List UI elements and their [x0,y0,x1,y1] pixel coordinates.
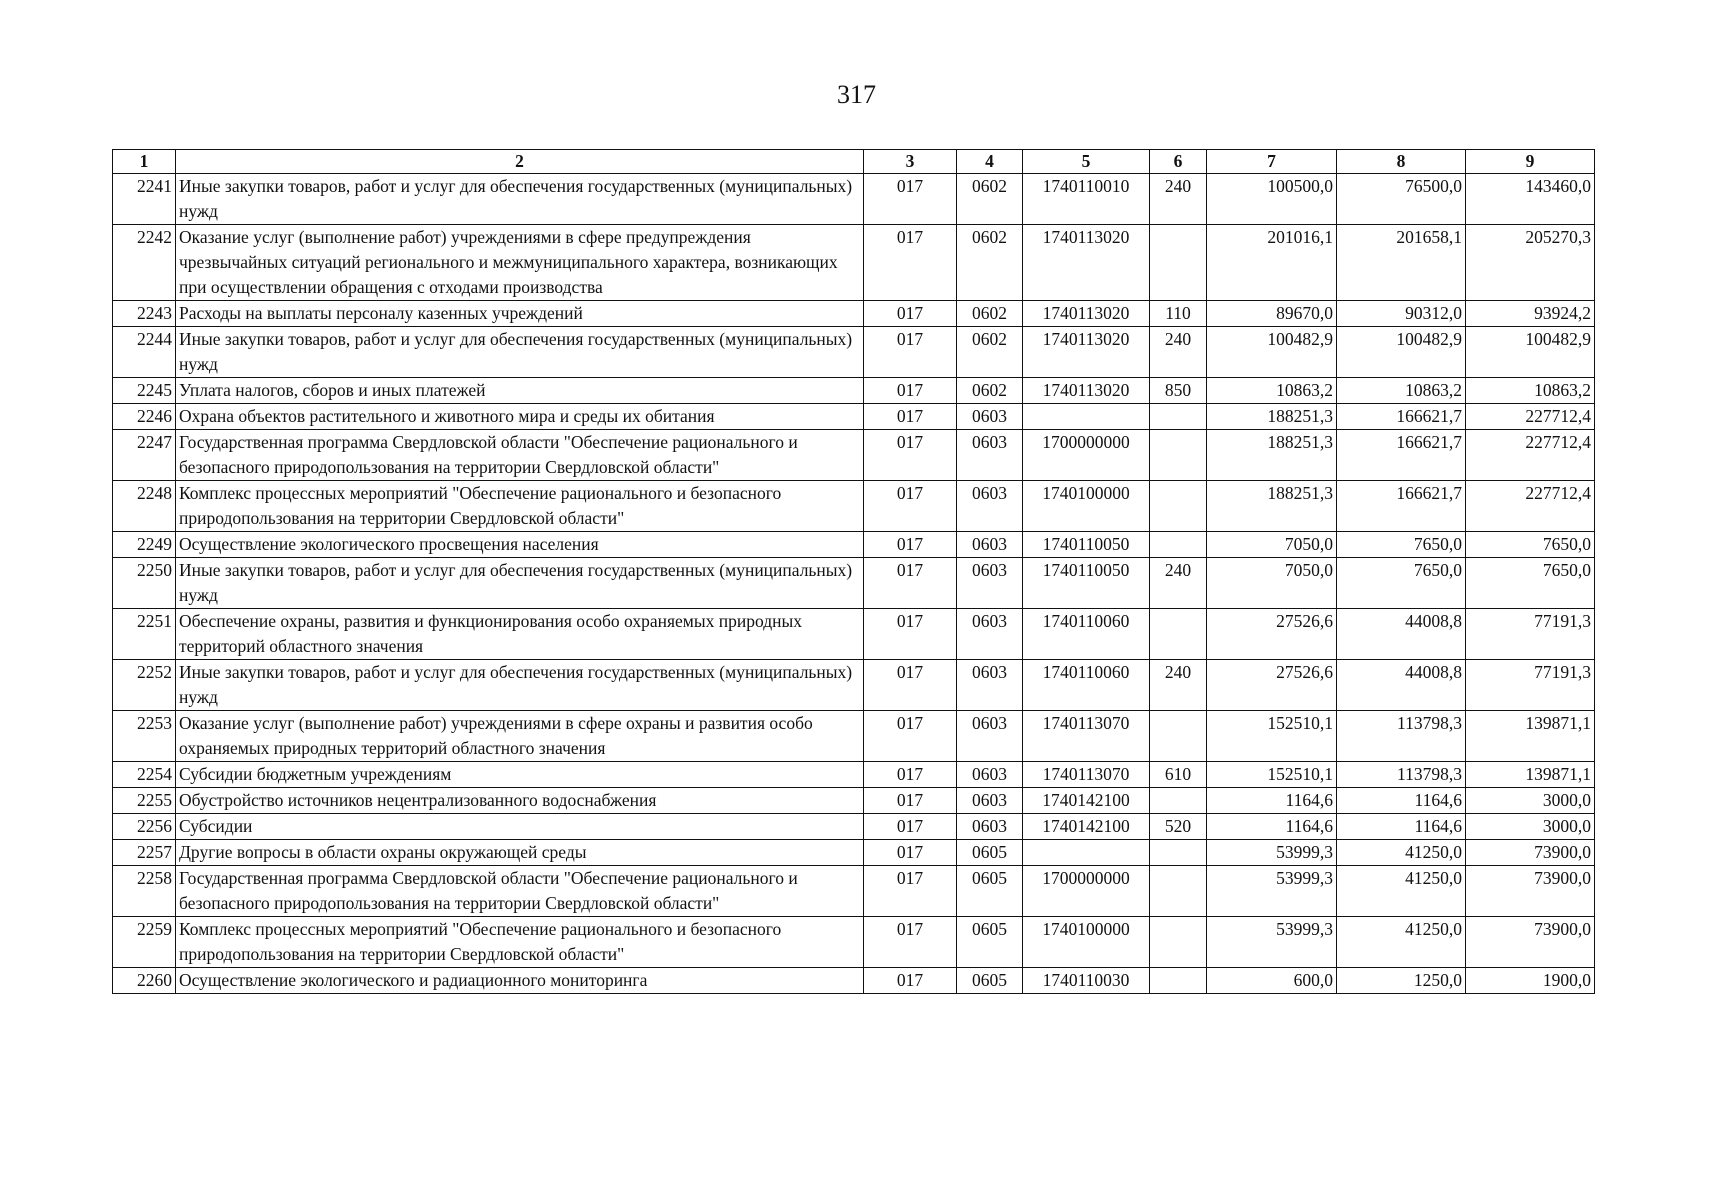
row-code-4: 0605 [957,866,1023,917]
row-name: Осуществление экологического и радиационного мониторинга [176,968,864,994]
row-name: Обустройство источников нецентрализованного водоснабжения [176,788,864,814]
row-value-7: 100500,0 [1207,174,1337,225]
row-number: 2254 [113,762,176,788]
row-code-6 [1150,711,1207,762]
row-code-3: 017 [864,788,957,814]
row-code-5: 1740113070 [1023,762,1150,788]
row-code-5: 1740110050 [1023,558,1150,609]
row-name: Расходы на выплаты персоналу казенных учреждений [176,301,864,327]
row-code-5: 1700000000 [1023,430,1150,481]
row-value-7: 201016,1 [1207,225,1337,301]
row-name: Комплекс процессных мероприятий "Обеспечение рационального и безопасного природопользования на территории Свердловской области" [176,481,864,532]
row-value-9: 77191,3 [1466,660,1595,711]
row-value-9: 10863,2 [1466,378,1595,404]
row-number: 2257 [113,840,176,866]
row-value-7: 7050,0 [1207,558,1337,609]
row-code-5: 1740110050 [1023,532,1150,558]
row-code-5: 1740110060 [1023,660,1150,711]
row-code-4: 0602 [957,225,1023,301]
row-code-3: 017 [864,327,957,378]
row-value-9: 7650,0 [1466,532,1595,558]
row-code-3: 017 [864,481,957,532]
row-value-9: 1900,0 [1466,968,1595,994]
row-value-7: 27526,6 [1207,660,1337,711]
table-row [113,378,1595,404]
row-number: 2250 [113,558,176,609]
table-row [113,430,1595,481]
row-value-7: 53999,3 [1207,917,1337,968]
table-row [113,917,1595,968]
row-code-3: 017 [864,866,957,917]
row-value-8: 76500,0 [1337,174,1466,225]
row-value-8: 113798,3 [1337,762,1466,788]
row-code-5 [1023,840,1150,866]
row-code-3: 017 [864,225,957,301]
row-name: Охрана объектов растительного и животного мира и среды их обитания [176,404,864,430]
row-number: 2259 [113,917,176,968]
row-code-6: 110 [1150,301,1207,327]
table-row [113,762,1595,788]
budget-table [112,149,1595,994]
row-value-7: 53999,3 [1207,866,1337,917]
row-code-4: 0603 [957,481,1023,532]
row-name: Осуществление экологического просвещения населения [176,532,864,558]
row-value-8: 113798,3 [1337,711,1466,762]
row-value-8: 44008,8 [1337,609,1466,660]
row-value-8: 44008,8 [1337,660,1466,711]
row-value-9: 77191,3 [1466,609,1595,660]
row-value-7: 10863,2 [1207,378,1337,404]
row-value-7: 27526,6 [1207,609,1337,660]
row-code-4: 0603 [957,711,1023,762]
header-cell: 9 [1466,150,1595,174]
table-row [113,404,1595,430]
row-name: Обеспечение охраны, развития и функционирования особо охраняемых природных территорий областного значения [176,609,864,660]
row-code-6: 610 [1150,762,1207,788]
row-code-5: 1740100000 [1023,481,1150,532]
row-number: 2249 [113,532,176,558]
row-name: Уплата налогов, сборов и иных платежей [176,378,864,404]
row-value-7: 89670,0 [1207,301,1337,327]
row-code-4: 0603 [957,762,1023,788]
row-code-3: 017 [864,558,957,609]
header-cell: 6 [1150,150,1207,174]
row-code-3: 017 [864,917,957,968]
row-code-4: 0605 [957,968,1023,994]
row-name: Другие вопросы в области охраны окружающей среды [176,840,864,866]
row-value-8: 41250,0 [1337,866,1466,917]
row-code-6 [1150,481,1207,532]
row-value-7: 53999,3 [1207,840,1337,866]
row-number: 2245 [113,378,176,404]
row-code-3: 017 [864,968,957,994]
row-code-3: 017 [864,404,957,430]
row-value-9: 227712,4 [1466,430,1595,481]
table-row [113,327,1595,378]
row-value-7: 188251,3 [1207,481,1337,532]
row-code-4: 0603 [957,430,1023,481]
row-code-5: 1740113020 [1023,301,1150,327]
row-code-6 [1150,788,1207,814]
row-code-5: 1740110060 [1023,609,1150,660]
row-name: Оказание услуг (выполнение работ) учреждениями в сфере охраны и развития особо охраняемых природных территорий областного значения [176,711,864,762]
header-cell: 7 [1207,150,1337,174]
row-code-4: 0603 [957,404,1023,430]
row-number: 2252 [113,660,176,711]
row-value-9: 73900,0 [1466,917,1595,968]
row-code-4: 0602 [957,378,1023,404]
row-number: 2256 [113,814,176,840]
row-code-4: 0603 [957,609,1023,660]
header-cell: 5 [1023,150,1150,174]
row-value-7: 188251,3 [1207,404,1337,430]
table-row [113,788,1595,814]
row-value-9: 93924,2 [1466,301,1595,327]
row-code-6 [1150,532,1207,558]
row-code-5 [1023,404,1150,430]
row-value-8: 166621,7 [1337,430,1466,481]
row-code-5: 1700000000 [1023,866,1150,917]
row-value-9: 3000,0 [1466,788,1595,814]
row-name: Иные закупки товаров, работ и услуг для обеспечения государственных (муниципальных) нужд [176,327,864,378]
row-code-6 [1150,225,1207,301]
row-code-3: 017 [864,814,957,840]
row-number: 2244 [113,327,176,378]
table-row [113,532,1595,558]
row-number: 2243 [113,301,176,327]
row-number: 2248 [113,481,176,532]
row-code-4: 0605 [957,840,1023,866]
row-value-7: 152510,1 [1207,762,1337,788]
row-code-5: 1740113070 [1023,711,1150,762]
row-name: Иные закупки товаров, работ и услуг для обеспечения государственных (муниципальных) нужд [176,174,864,225]
row-value-8: 1164,6 [1337,788,1466,814]
row-code-6 [1150,430,1207,481]
row-code-6: 240 [1150,327,1207,378]
row-value-9: 73900,0 [1466,866,1595,917]
row-number: 2247 [113,430,176,481]
table-row [113,301,1595,327]
row-code-5: 1740100000 [1023,917,1150,968]
row-value-7: 1164,6 [1207,814,1337,840]
row-value-8: 166621,7 [1337,481,1466,532]
header-cell: 2 [176,150,864,174]
table-row [113,481,1595,532]
row-value-7: 1164,6 [1207,788,1337,814]
row-code-4: 0603 [957,660,1023,711]
row-code-5: 1740113020 [1023,327,1150,378]
row-code-3: 017 [864,609,957,660]
row-value-7: 7050,0 [1207,532,1337,558]
row-code-6 [1150,968,1207,994]
row-name: Субсидии [176,814,864,840]
row-code-5: 1740110010 [1023,174,1150,225]
row-value-7: 100482,9 [1207,327,1337,378]
row-code-3: 017 [864,378,957,404]
row-name: Оказание услуг (выполнение работ) учреждениями в сфере предупреждения чрезвычайных ситуаций регионального и межмуниципального характера, возникающих при осуществлении обращения с отходами производства [176,225,864,301]
row-code-3: 017 [864,762,957,788]
table-row [113,174,1595,225]
row-number: 2241 [113,174,176,225]
row-name: Государственная программа Свердловской области "Обеспечение рационального и безопасного природопользования на территории Свердловской области" [176,430,864,481]
row-name: Иные закупки товаров, работ и услуг для обеспечения государственных (муниципальных) нужд [176,558,864,609]
row-value-8: 10863,2 [1337,378,1466,404]
row-value-8: 1250,0 [1337,968,1466,994]
row-code-4: 0602 [957,327,1023,378]
row-value-7: 600,0 [1207,968,1337,994]
row-code-3: 017 [864,174,957,225]
table-row [113,609,1595,660]
row-code-5: 1740142100 [1023,788,1150,814]
row-value-8: 7650,0 [1337,558,1466,609]
row-name: Государственная программа Свердловской области "Обеспечение рационального и безопасного природопользования на территории Свердловской области" [176,866,864,917]
row-code-6 [1150,917,1207,968]
header-cell: 1 [113,150,176,174]
row-value-8: 41250,0 [1337,840,1466,866]
table-header-row [113,150,1595,174]
row-name: Комплекс процессных мероприятий "Обеспечение рационального и безопасного природопользования на территории Свердловской области" [176,917,864,968]
row-code-6 [1150,609,1207,660]
row-value-9: 139871,1 [1466,711,1595,762]
row-code-6: 240 [1150,174,1207,225]
row-value-9: 139871,1 [1466,762,1595,788]
row-number: 2258 [113,866,176,917]
page-number: 317 [837,80,876,109]
row-number: 2255 [113,788,176,814]
row-code-3: 017 [864,430,957,481]
table-row [113,814,1595,840]
row-value-7: 152510,1 [1207,711,1337,762]
table-row [113,711,1595,762]
row-code-6: 240 [1150,558,1207,609]
row-value-7: 188251,3 [1207,430,1337,481]
row-value-9: 205270,3 [1466,225,1595,301]
row-code-4: 0603 [957,788,1023,814]
row-number: 2246 [113,404,176,430]
header-cell: 4 [957,150,1023,174]
row-code-6 [1150,840,1207,866]
row-value-9: 227712,4 [1466,481,1595,532]
row-code-6 [1150,866,1207,917]
row-value-9: 3000,0 [1466,814,1595,840]
row-number: 2253 [113,711,176,762]
header-cell: 3 [864,150,957,174]
row-value-8: 1164,6 [1337,814,1466,840]
row-code-4: 0602 [957,174,1023,225]
table-row [113,968,1595,994]
table-row [113,225,1595,301]
header-cell: 8 [1337,150,1466,174]
row-value-9: 100482,9 [1466,327,1595,378]
row-value-8: 166621,7 [1337,404,1466,430]
row-value-8: 100482,9 [1337,327,1466,378]
row-value-8: 90312,0 [1337,301,1466,327]
row-value-8: 7650,0 [1337,532,1466,558]
row-value-9: 7650,0 [1466,558,1595,609]
row-value-9: 227712,4 [1466,404,1595,430]
row-value-8: 41250,0 [1337,917,1466,968]
row-code-5: 1740110030 [1023,968,1150,994]
row-code-6: 520 [1150,814,1207,840]
row-name: Иные закупки товаров, работ и услуг для обеспечения государственных (муниципальных) нужд [176,660,864,711]
row-number: 2242 [113,225,176,301]
row-code-4: 0602 [957,301,1023,327]
row-value-9: 73900,0 [1466,840,1595,866]
table-row [113,840,1595,866]
row-code-6: 240 [1150,660,1207,711]
row-code-5: 1740113020 [1023,378,1150,404]
row-code-6 [1150,404,1207,430]
row-code-6: 850 [1150,378,1207,404]
row-code-3: 017 [864,840,957,866]
row-code-4: 0603 [957,532,1023,558]
row-code-3: 017 [864,532,957,558]
table-row [113,866,1595,917]
row-code-4: 0603 [957,814,1023,840]
row-number: 2260 [113,968,176,994]
row-code-3: 017 [864,301,957,327]
table-row [113,660,1595,711]
row-code-3: 017 [864,711,957,762]
row-code-4: 0603 [957,558,1023,609]
row-code-3: 017 [864,660,957,711]
row-value-8: 201658,1 [1337,225,1466,301]
row-code-5: 1740142100 [1023,814,1150,840]
row-code-5: 1740113020 [1023,225,1150,301]
row-number: 2251 [113,609,176,660]
row-name: Субсидии бюджетным учреждениям [176,762,864,788]
row-code-4: 0605 [957,917,1023,968]
row-value-9: 143460,0 [1466,174,1595,225]
table-row [113,558,1595,609]
